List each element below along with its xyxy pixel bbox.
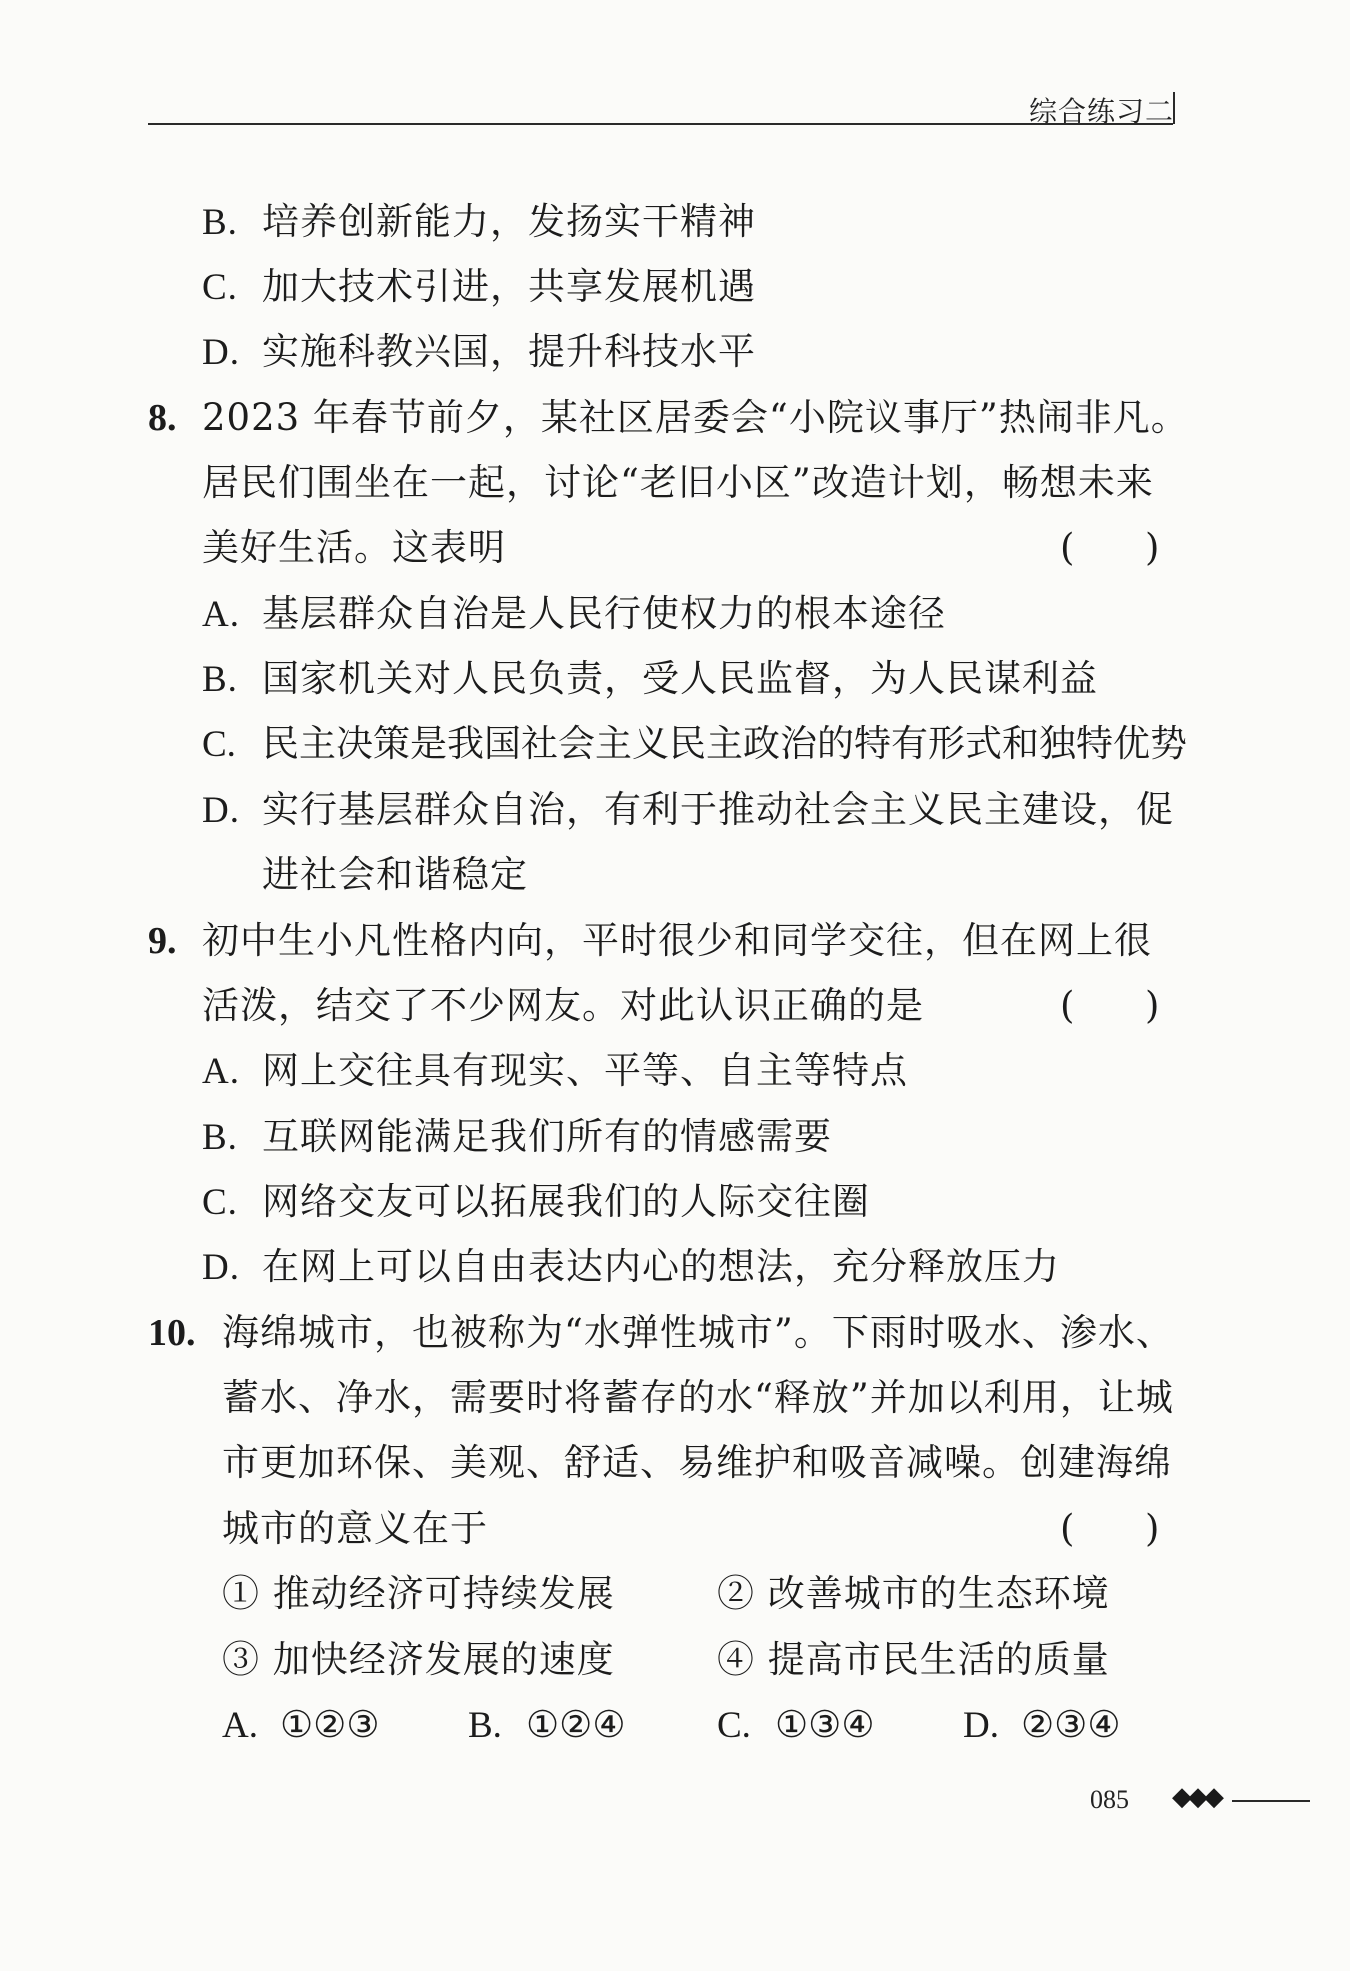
q8-stem-line-3: 美好生活。这表明 [202, 526, 506, 569]
q8-option-a [202, 592, 946, 637]
q7-option-b-text: 培养创新能力，发扬实干精神 [262, 200, 756, 243]
q10-choice-a [222, 1703, 380, 1748]
diamond-ornament-icon: ◆◆◆ [1172, 1782, 1220, 1812]
q10-stem-line-3: 市更加环保、美观、舒适、易维护和吸音减噪。创建海绵 [222, 1441, 1172, 1484]
q10-number: 10. [148, 1312, 196, 1354]
q10-choice-d-letter: D. [963, 1705, 999, 1746]
q9-option-a-letter: A. [202, 1051, 240, 1092]
q9-number: 9. [148, 920, 177, 962]
q10-choice-d-text: ②③④ [1021, 1703, 1121, 1746]
q10-choice-a-letter: A. [222, 1705, 258, 1746]
q8-option-d-letter: D. [202, 790, 240, 831]
q9-option-d-text: 在网上可以自由表达内心的想法，充分释放压力 [262, 1245, 1060, 1288]
q9-option-d [202, 1245, 1060, 1290]
q10-statement-3: ③ 加快经济发展的速度 [222, 1638, 615, 1681]
q8-option-c-text: 民主决策是我国社会主义民主政治的特有形式和独特优势 [262, 722, 1187, 765]
q9-option-c-letter: C. [202, 1182, 238, 1223]
q9-option-a-text: 网上交往具有现实、平等、自主等特点 [262, 1049, 908, 1092]
q7-option-c-text: 加大技术引进，共享发展机遇 [262, 265, 756, 308]
q8-option-a-text: 基层群众自治是人民行使权力的根本途径 [262, 592, 946, 635]
q7-option-b-letter: B. [202, 202, 238, 243]
q10-answer-paren: ( ) [1060, 1507, 1160, 1550]
q10-choice-c-text: ①③④ [775, 1703, 875, 1746]
q8-option-b-text: 国家机关对人民负责，受人民监督，为人民谋利益 [262, 657, 1098, 700]
q8-number: 8. [148, 397, 177, 439]
q10-stem-line-4: 城市的意义在于 [222, 1507, 488, 1550]
q7-option-c-letter: C. [202, 267, 238, 308]
q9-stem-line-2: 活泼，结交了不少网友。对此认识正确的是 [202, 984, 924, 1027]
q9-option-d-letter: D. [202, 1247, 240, 1288]
footer-rule [1232, 1800, 1310, 1802]
q9-stem-line-1: 初中生小凡性格内向，平时很少和同学交往，但在网上很 [202, 919, 1152, 962]
q8-option-d-continuation: 进社会和谐稳定 [262, 853, 528, 896]
q10-choice-b-text: ①②④ [526, 1703, 626, 1746]
q10-statement-4: ④ 提高市民生活的质量 [717, 1638, 1110, 1681]
q7-option-d-text: 实施科教兴国，提升科技水平 [262, 330, 756, 373]
q9-option-a [202, 1049, 908, 1094]
q10-choice-c-letter: C. [717, 1705, 751, 1746]
q8-option-d-text: 实行基层群众自治，有利于推动社会主义民主建设，促 [262, 788, 1174, 831]
q7-option-b [202, 200, 756, 245]
page-number: 085 [1090, 1785, 1129, 1814]
q9-option-c [202, 1180, 870, 1225]
q10-stem-line-1: 海绵城市，也被称为“水弹性城市”。下雨时吸水、渗水、 [222, 1311, 1174, 1354]
section-title: 综合练习二 [1028, 95, 1174, 128]
q10-choice-a-text: ①②③ [280, 1703, 380, 1746]
q10-choice-d [963, 1703, 1121, 1748]
q8-stem-line-2: 居民们围坐在一起，讨论“老旧小区”改造计划，畅想未来 [202, 461, 1154, 504]
q10-stem-line-2: 蓄水、净水，需要时将蓄存的水“释放”并加以利用，让城 [222, 1376, 1174, 1419]
q10-statement-2: ② 改善城市的生态环境 [717, 1572, 1110, 1615]
q9-option-b [202, 1115, 832, 1160]
q10-statement-1: ① 推动经济可持续发展 [222, 1572, 615, 1615]
q10-choice-b [468, 1703, 626, 1748]
q8-answer-paren: ( ) [1060, 526, 1160, 569]
q7-option-d [202, 330, 756, 375]
q9-option-b-text: 互联网能满足我们所有的情感需要 [262, 1115, 832, 1158]
q8-option-b-letter: B. [202, 659, 238, 700]
q8-option-b [202, 657, 1098, 702]
q7-option-d-letter: D. [202, 332, 240, 373]
q8-option-d [202, 788, 1174, 833]
q10-choice-c [717, 1703, 875, 1748]
q7-option-c [202, 265, 756, 310]
q9-option-c-text: 网络交友可以拓展我们的人际交往圈 [262, 1180, 870, 1223]
q8-option-a-letter: A. [202, 594, 240, 635]
q8-option-c-letter: C. [202, 724, 236, 765]
q8-option-c [202, 722, 1187, 767]
q9-option-b-letter: B. [202, 1117, 238, 1158]
q8-stem-line-1: 2023 年春节前夕，某社区居委会“小院议事厅”热闹非凡。 [202, 396, 1189, 439]
q10-choice-b-letter: B. [468, 1705, 502, 1746]
q9-answer-paren: ( ) [1060, 984, 1160, 1027]
